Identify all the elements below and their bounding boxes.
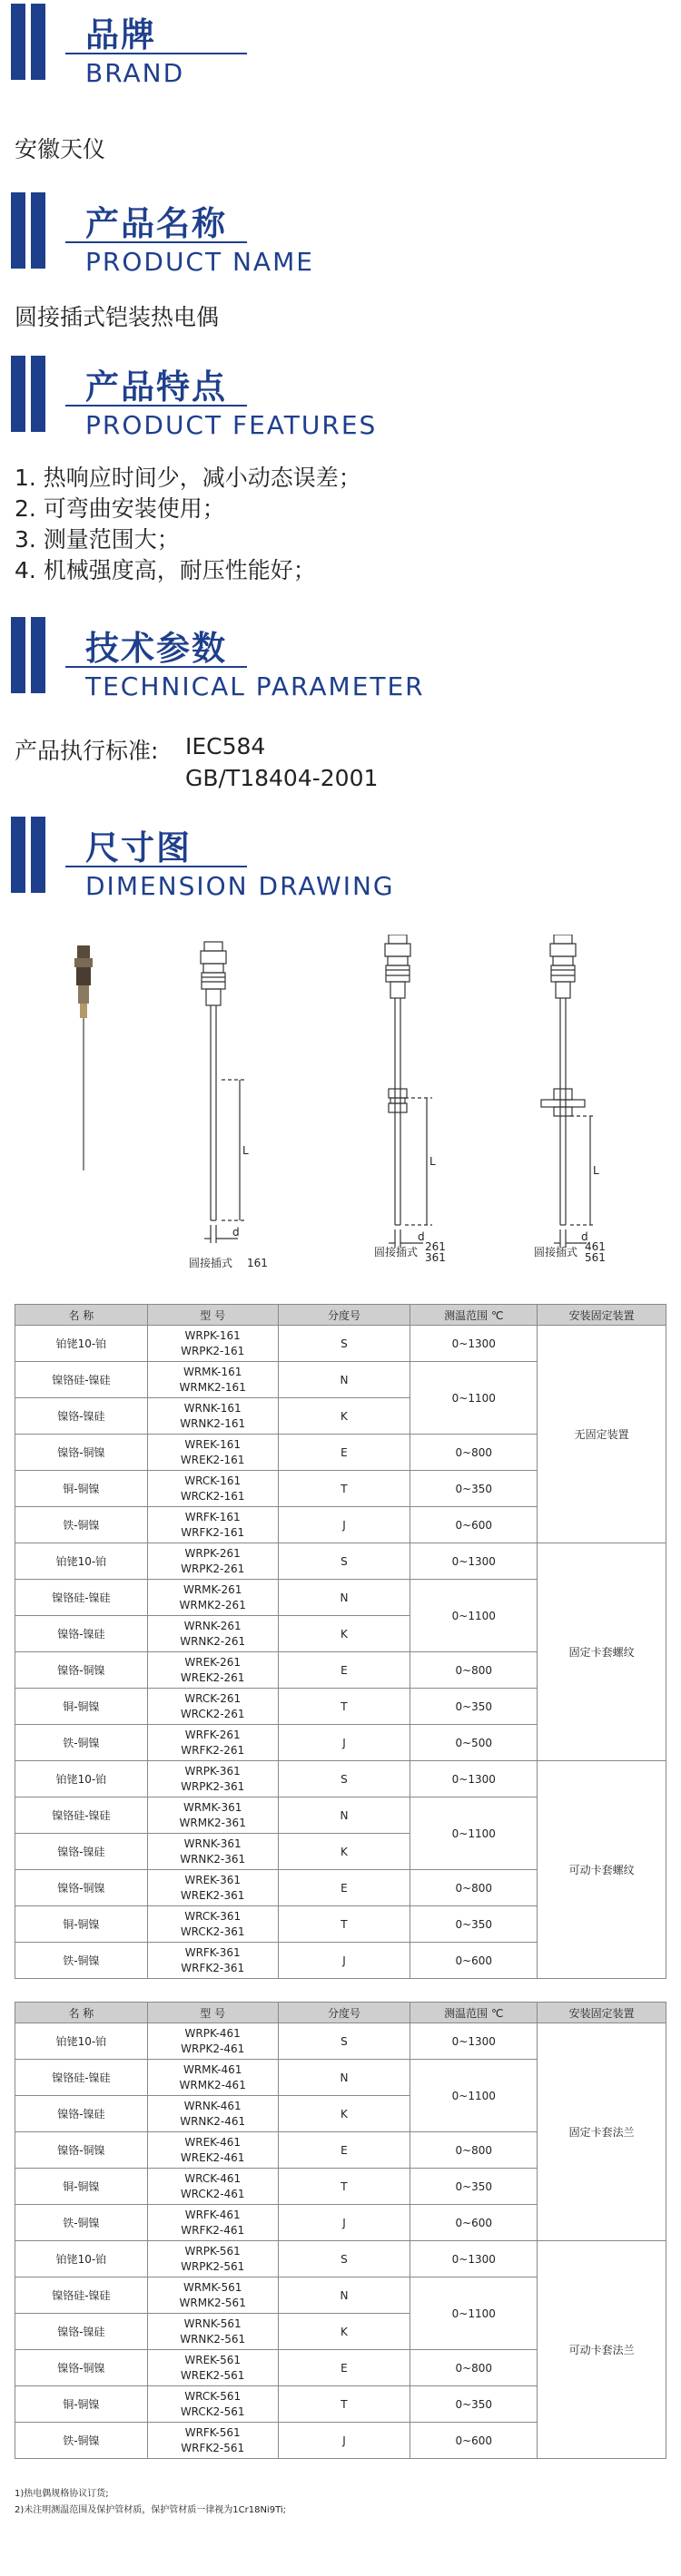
cell-name: 镍铬-镍硅 <box>15 1398 148 1435</box>
col-header-range: 测温范围 ℃ <box>410 2003 538 2023</box>
model-code: WRMK-261 <box>183 1582 242 1596</box>
cell-graduation: E <box>278 2132 410 2169</box>
standard-value: IEC584 <box>185 733 266 759</box>
section-bar <box>11 617 25 693</box>
cell-model <box>147 1870 278 1906</box>
cell-graduation: S <box>278 1543 410 1580</box>
col-header-graduation: 分度号 <box>278 2003 410 2023</box>
model-code: WRMK-461 <box>183 2062 242 2076</box>
model-code: WRPK-361 <box>184 1764 241 1778</box>
cell-graduation: N <box>278 1362 410 1398</box>
standard-label: 产品执行标准: <box>15 738 159 764</box>
model-code: WRCK-561 <box>184 2389 242 2403</box>
drawing-161 <box>201 942 245 1243</box>
model-code: WRPK-561 <box>184 2244 241 2258</box>
section-bar <box>31 192 45 269</box>
cell-range: 0~500 <box>410 1725 538 1761</box>
cell-install: 可动卡套法兰 <box>538 2241 666 2459</box>
model-code: WRNK-161 <box>183 1401 242 1415</box>
cell-graduation: J <box>278 2423 410 2459</box>
cell-model <box>147 1580 278 1616</box>
dim-label-d: d <box>581 1230 588 1243</box>
cell-graduation: K <box>278 2314 410 2350</box>
model-code: WRCK2-361 <box>180 1925 245 1938</box>
cell-graduation: N <box>278 1797 410 1834</box>
cell-range: 0~350 <box>410 1689 538 1725</box>
section-title-en: DIMENSION DRAWING <box>85 871 395 901</box>
cell-model <box>147 2423 278 2459</box>
model-code: WRMK-361 <box>183 1800 242 1814</box>
dim-label-d: d <box>232 1226 240 1239</box>
cell-model <box>147 1507 278 1543</box>
model-code: WRCK-461 <box>184 2171 242 2185</box>
col-header-install: 安装固定装置 <box>538 1305 666 1326</box>
cell-range: 0~1100 <box>410 1362 538 1435</box>
cell-model <box>147 1543 278 1580</box>
drawing-caption: 圆接插式 <box>534 1246 578 1259</box>
cell-name: 镍铬硅-镍硅 <box>15 1797 148 1834</box>
model-code: WRCK2-161 <box>180 1489 245 1503</box>
cell-name: 镍铬-铜镍 <box>15 2350 148 2386</box>
table-body <box>15 1326 666 1979</box>
cell-model <box>147 1943 278 1979</box>
cell-model <box>147 1616 278 1652</box>
cell-graduation: K <box>278 1398 410 1435</box>
cell-range: 0~1300 <box>410 1543 538 1580</box>
cell-model <box>147 1471 278 1507</box>
col-header-range: 测温范围 ℃ <box>410 1305 538 1326</box>
model-code: WRNK-461 <box>183 2099 242 2112</box>
table-header-row <box>15 2003 666 2023</box>
col-header-graduation: 分度号 <box>278 1305 410 1326</box>
cell-range: 0~1300 <box>410 1761 538 1797</box>
standard-value: GB/T18404-2001 <box>185 765 379 791</box>
cell-range: 0~1300 <box>410 2241 538 2277</box>
cell-model <box>147 1906 278 1943</box>
model-code: WRPK-461 <box>184 2026 241 2040</box>
dim-label-d: d <box>418 1230 425 1243</box>
feature-item: 2. 可弯曲安装使用； <box>15 495 225 522</box>
model-code: WRMK2-461 <box>179 2078 246 2091</box>
cell-name: 镍铬-镍硅 <box>15 1616 148 1652</box>
cell-name: 镍铬硅-镍硅 <box>15 2060 148 2096</box>
cell-name: 镍铬硅-镍硅 <box>15 2277 148 2314</box>
cell-graduation: J <box>278 1725 410 1761</box>
table-row <box>15 1326 666 1362</box>
dim-label-l: L <box>429 1155 436 1168</box>
cell-model <box>147 2205 278 2241</box>
model-code: WREK-561 <box>184 2353 241 2366</box>
spec-table-1 <box>15 1304 666 1979</box>
cell-name: 铁-铜镍 <box>15 1943 148 1979</box>
cell-range: 0~600 <box>410 1943 538 1979</box>
cell-name: 镍铬-铜镍 <box>15 1652 148 1689</box>
model-code: WRPK-261 <box>184 1546 241 1560</box>
cell-model <box>147 1362 278 1398</box>
model-code: WRMK-561 <box>183 2280 242 2294</box>
model-code: WRFK-361 <box>184 1945 241 1959</box>
product-photo <box>74 945 93 1170</box>
cell-model <box>147 2277 278 2314</box>
footnote: 1)热电偶规格协议订货; <box>15 2489 109 2499</box>
model-code: WREK2-461 <box>180 2150 245 2164</box>
cell-range: 0~1100 <box>410 1797 538 1870</box>
dimension-drawing <box>0 935 681 1298</box>
cell-name: 铂铑10-铂 <box>15 2023 148 2060</box>
cell-name: 镍铬-铜镍 <box>15 2132 148 2169</box>
section-title-en: PRODUCT FEATURES <box>85 410 378 440</box>
cell-graduation: K <box>278 1616 410 1652</box>
cell-graduation: S <box>278 1761 410 1797</box>
drawing-caption-code: 161 <box>247 1257 268 1269</box>
cell-range: 0~800 <box>410 2132 538 2169</box>
cell-name: 铜-铜镍 <box>15 1689 148 1725</box>
col-header-model: 型 号 <box>147 2003 278 2023</box>
model-code: WRPK2-361 <box>181 1779 245 1793</box>
cell-range: 0~800 <box>410 2350 538 2386</box>
dim-label-l: L <box>242 1144 249 1157</box>
section-bar <box>31 4 45 80</box>
feature-item: 3. 测量范围大； <box>15 526 180 553</box>
table-row <box>15 1543 666 1580</box>
cell-name: 铜-铜镍 <box>15 1906 148 1943</box>
drawing-461-561 <box>541 935 596 1248</box>
cell-name: 镍铬硅-镍硅 <box>15 1580 148 1616</box>
cell-model <box>147 2169 278 2205</box>
model-code: WRMK2-261 <box>179 1598 246 1611</box>
model-code: WREK2-261 <box>180 1670 245 1684</box>
drawing-caption: 圆接插式 <box>374 1246 419 1259</box>
cell-name: 铁-铜镍 <box>15 1725 148 1761</box>
cell-install: 可动卡套螺纹 <box>538 1761 666 1979</box>
cell-model <box>147 2241 278 2277</box>
drawing-caption-code: 461 <box>585 1240 606 1253</box>
cell-graduation: J <box>278 1507 410 1543</box>
cell-graduation: N <box>278 2060 410 2096</box>
section-bar <box>11 192 25 269</box>
model-code: WRPK2-261 <box>181 1562 245 1575</box>
cell-range: 0~350 <box>410 1906 538 1943</box>
cell-name: 铁-铜镍 <box>15 2423 148 2459</box>
cell-name: 铜-铜镍 <box>15 2386 148 2423</box>
cell-name: 铁-铜镍 <box>15 1507 148 1543</box>
cell-range: 0~350 <box>410 2169 538 2205</box>
cell-name: 镍铬-铜镍 <box>15 1435 148 1471</box>
cell-install: 固定卡套螺纹 <box>538 1543 666 1761</box>
model-code: WRNK-261 <box>183 1619 242 1632</box>
cell-graduation: K <box>278 2096 410 2132</box>
model-code: WRFK2-161 <box>181 1525 245 1539</box>
cell-graduation: E <box>278 1870 410 1906</box>
table-row <box>15 2023 666 2060</box>
dim-label-l: L <box>593 1164 599 1177</box>
cell-graduation: K <box>278 1834 410 1870</box>
model-code: WRMK2-361 <box>179 1816 246 1829</box>
table-row <box>15 2241 666 2277</box>
model-code: WRFK2-261 <box>181 1743 245 1757</box>
section-title-cn: 品牌 <box>85 15 156 54</box>
cell-name: 铁-铜镍 <box>15 2205 148 2241</box>
model-code: WREK-361 <box>184 1873 241 1886</box>
model-code: WRMK2-161 <box>179 1380 246 1394</box>
feature-item: 4. 机械强度高，耐压性能好； <box>15 557 316 583</box>
drawing-caption-code: 361 <box>425 1251 446 1264</box>
cell-name: 铂铑10-铂 <box>15 1543 148 1580</box>
cell-model <box>147 1326 278 1362</box>
cell-model <box>147 1834 278 1870</box>
cell-graduation: S <box>278 2241 410 2277</box>
footnotes <box>15 2486 286 2519</box>
cell-range: 0~600 <box>410 2423 538 2459</box>
model-code: WREK-461 <box>184 2135 241 2149</box>
cell-graduation: E <box>278 2350 410 2386</box>
drawing-261-361 <box>385 935 432 1248</box>
model-code: WREK2-561 <box>180 2368 245 2382</box>
cell-graduation: E <box>278 1435 410 1471</box>
table-body <box>15 2023 666 2459</box>
section-title-cn: 技术参数 <box>85 629 227 668</box>
cell-name: 铜-铜镍 <box>15 2169 148 2205</box>
drawing-caption-code: 561 <box>585 1251 606 1264</box>
model-code: WRCK-361 <box>184 1909 242 1923</box>
cell-graduation: J <box>278 1943 410 1979</box>
cell-graduation: T <box>278 2169 410 2205</box>
brand-value: 安徽天仪 <box>15 136 106 162</box>
cell-range: 0~800 <box>410 1652 538 1689</box>
cell-name: 镍铬-镍硅 <box>15 1834 148 1870</box>
cell-graduation: N <box>278 1580 410 1616</box>
col-header-name: 名 称 <box>15 2003 148 2023</box>
section-bar <box>31 356 45 432</box>
model-code: WRCK2-461 <box>180 2187 245 2200</box>
cell-model <box>147 1435 278 1471</box>
cell-model <box>147 2132 278 2169</box>
model-code: WRMK2-561 <box>179 2296 246 2309</box>
model-code: WREK2-161 <box>180 1453 245 1466</box>
model-code: WRCK2-261 <box>180 1707 245 1720</box>
model-code: WRCK2-561 <box>180 2405 245 2418</box>
cell-range: 0~600 <box>410 1507 538 1543</box>
section-bar <box>11 817 25 893</box>
model-code: WRPK2-561 <box>181 2259 245 2273</box>
cell-range: 0~1100 <box>410 2277 538 2350</box>
drawing-caption: 圆接插式 <box>189 1257 233 1269</box>
spec-table-2 <box>15 2002 666 2459</box>
drawing-caption-code: 261 <box>425 1240 446 1253</box>
cell-graduation: T <box>278 1471 410 1507</box>
model-code: WREK2-361 <box>180 1888 245 1902</box>
model-code: WRMK-161 <box>183 1365 242 1378</box>
table-row <box>15 1761 666 1797</box>
cell-graduation: E <box>278 1652 410 1689</box>
col-header-install: 安装固定装置 <box>538 2003 666 2023</box>
cell-range: 0~800 <box>410 1435 538 1471</box>
model-code: WRNK2-361 <box>180 1852 246 1866</box>
section-title-cn: 产品特点 <box>85 367 227 406</box>
model-code: WRCK-161 <box>184 1474 242 1487</box>
model-code: WRPK2-461 <box>181 2042 245 2055</box>
model-code: WREK-261 <box>184 1655 241 1669</box>
cell-name: 铂铑10-铂 <box>15 1326 148 1362</box>
cell-range: 0~600 <box>410 2205 538 2241</box>
cell-install: 无固定装置 <box>538 1326 666 1543</box>
model-code: WRNK-561 <box>183 2316 242 2330</box>
section-title-en: TECHNICAL PARAMETER <box>85 671 425 701</box>
cell-model <box>147 1652 278 1689</box>
model-code: WRFK2-361 <box>181 1961 245 1974</box>
cell-name: 铂铑10-铂 <box>15 1761 148 1797</box>
cell-graduation: S <box>278 1326 410 1362</box>
model-code: WRNK-361 <box>183 1837 242 1850</box>
cell-graduation: T <box>278 2386 410 2423</box>
model-code: WRNK2-161 <box>180 1416 246 1430</box>
table-header-row <box>15 1305 666 1326</box>
cell-model <box>147 2096 278 2132</box>
cell-model <box>147 1797 278 1834</box>
model-code: WRCK-261 <box>184 1691 242 1705</box>
cell-model <box>147 1761 278 1797</box>
cell-name: 铂铑10-铂 <box>15 2241 148 2277</box>
section-bar <box>11 356 25 432</box>
cell-name: 镍铬硅-镍硅 <box>15 1362 148 1398</box>
cell-model <box>147 2386 278 2423</box>
cell-model <box>147 1398 278 1435</box>
product-name-value: 圆接插式铠装热电偶 <box>15 304 220 330</box>
cell-model <box>147 2023 278 2060</box>
section-title-cn: 产品名称 <box>85 204 227 243</box>
section-bar <box>31 817 45 893</box>
model-code: WRNK2-561 <box>180 2332 246 2346</box>
cell-graduation: T <box>278 1906 410 1943</box>
cell-model <box>147 1725 278 1761</box>
model-code: WRFK-561 <box>184 2425 241 2439</box>
model-code: WRFK2-461 <box>181 2223 245 2237</box>
col-header-name: 名 称 <box>15 1305 148 1326</box>
cell-range: 0~1300 <box>410 1326 538 1362</box>
cell-name: 镍铬-镍硅 <box>15 2314 148 2350</box>
cell-install: 固定卡套法兰 <box>538 2023 666 2241</box>
section-bar <box>31 617 45 693</box>
section-title-cn: 尺寸图 <box>85 828 192 867</box>
footnote: 2)未注明测温范围及保护管材质，保护管材质一律视为1Cr18Ni9Ti; <box>15 2505 287 2515</box>
cell-name: 镍铬-铜镍 <box>15 1870 148 1906</box>
cell-range: 0~1300 <box>410 2023 538 2060</box>
model-code: WRFK-261 <box>184 1728 241 1741</box>
section-title-en: BRAND <box>85 58 185 88</box>
model-code: WRNK2-261 <box>180 1634 246 1648</box>
section-title-en: PRODUCT NAME <box>85 247 314 277</box>
cell-model <box>147 2350 278 2386</box>
cell-name: 铜-铜镍 <box>15 1471 148 1507</box>
cell-range: 0~800 <box>410 1870 538 1906</box>
cell-graduation: T <box>278 1689 410 1725</box>
model-code: WRFK-461 <box>184 2208 241 2221</box>
col-header-model: 型 号 <box>147 1305 278 1326</box>
cell-graduation: S <box>278 2023 410 2060</box>
feature-item: 1. 热响应时间少，减小动态误差； <box>15 465 361 491</box>
cell-model <box>147 1689 278 1725</box>
model-code: WRNK2-461 <box>180 2114 246 2128</box>
cell-model <box>147 2314 278 2350</box>
cell-graduation: N <box>278 2277 410 2314</box>
cell-range: 0~350 <box>410 2386 538 2423</box>
model-code: WRPK2-161 <box>181 1344 245 1357</box>
cell-range: 0~1100 <box>410 1580 538 1652</box>
model-code: WRFK2-561 <box>181 2441 245 2454</box>
cell-name: 镍铬-镍硅 <box>15 2096 148 2132</box>
model-code: WRFK-161 <box>184 1510 241 1523</box>
cell-model <box>147 2060 278 2096</box>
cell-range: 0~350 <box>410 1471 538 1507</box>
section-bar <box>11 4 25 80</box>
cell-range: 0~1100 <box>410 2060 538 2132</box>
model-code: WREK-161 <box>184 1437 241 1451</box>
model-code: WRPK-161 <box>184 1328 241 1342</box>
cell-graduation: J <box>278 2205 410 2241</box>
